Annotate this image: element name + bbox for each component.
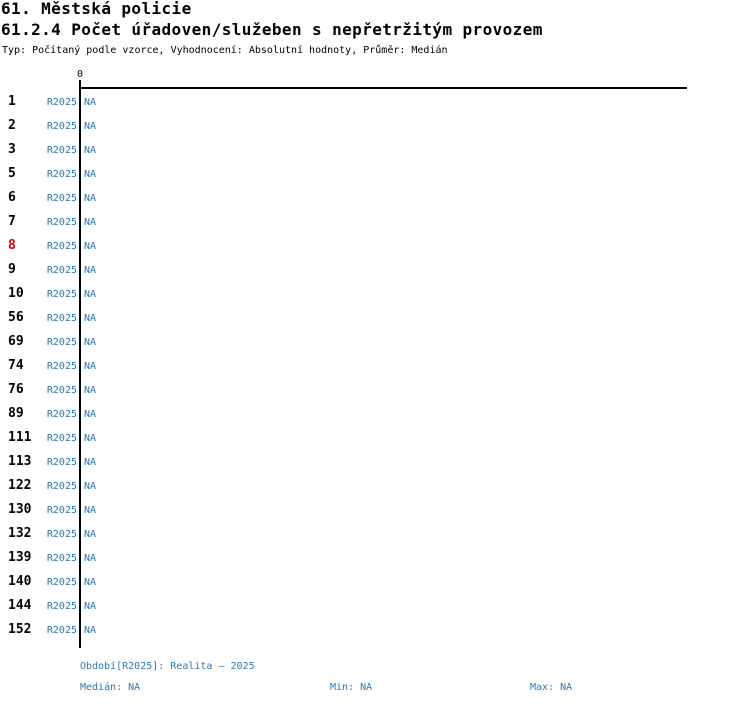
- row-period-link[interactable]: R2025: [46, 385, 77, 396]
- table-row: [0, 143, 750, 156]
- row-value: NA: [84, 313, 97, 324]
- row-period-link[interactable]: R2025: [46, 313, 77, 324]
- median-label: Medián: NA: [80, 682, 141, 693]
- table-row: [0, 215, 750, 228]
- row-value: NA: [84, 169, 97, 180]
- max-label: Max: NA: [530, 682, 573, 693]
- row-value: NA: [84, 121, 97, 132]
- table-row: [0, 503, 750, 516]
- row-value: NA: [84, 601, 97, 612]
- row-value: NA: [84, 625, 97, 636]
- row-number-highlighted: 8: [8, 238, 16, 253]
- row-value: NA: [84, 457, 97, 468]
- row-number: 139: [8, 550, 32, 565]
- row-period-link[interactable]: R2025: [46, 217, 77, 228]
- row-number: 9: [8, 262, 16, 277]
- meta-line: Typ: Počítaný podle vzorce, Vyhodnocení: Absolutní hodnoty, Průměr: Medián: [2, 45, 448, 56]
- indicator-title: 61.2.4 Počet úřadoven/služeben s nepřetržitým provozem: [1, 20, 543, 39]
- row-number: 144: [8, 598, 32, 613]
- row-value: NA: [84, 193, 97, 204]
- row-number: 7: [8, 214, 16, 229]
- table-row: [0, 431, 750, 444]
- table-row: [0, 407, 750, 420]
- row-value: NA: [84, 553, 97, 564]
- table-row: [0, 623, 750, 636]
- row-period-link[interactable]: R2025: [46, 625, 77, 636]
- x-axis-tick-label: 0: [76, 69, 84, 80]
- row-value: NA: [84, 265, 97, 276]
- row-period-link[interactable]: R2025: [46, 505, 77, 516]
- row-period-link[interactable]: R2025: [46, 577, 77, 588]
- row-period-link[interactable]: R2025: [46, 457, 77, 468]
- table-row: [0, 551, 750, 564]
- row-number: 130: [8, 502, 32, 517]
- table-row: [0, 527, 750, 540]
- row-period-link[interactable]: R2025: [46, 193, 77, 204]
- row-number: 10: [8, 286, 24, 301]
- period-label: Období[R2025]: Realita – 2025: [80, 661, 255, 672]
- row-value: NA: [84, 97, 97, 108]
- table-row: [0, 167, 750, 180]
- row-period-link[interactable]: R2025: [46, 241, 77, 252]
- row-value: NA: [84, 145, 97, 156]
- row-period-link[interactable]: R2025: [46, 169, 77, 180]
- row-period-link[interactable]: R2025: [46, 361, 77, 372]
- row-value: NA: [84, 361, 97, 372]
- row-value: NA: [84, 241, 97, 252]
- row-period-link[interactable]: R2025: [46, 529, 77, 540]
- row-period-link[interactable]: R2025: [46, 481, 77, 492]
- row-value: NA: [84, 529, 97, 540]
- table-row: [0, 575, 750, 588]
- table-row: [0, 599, 750, 612]
- row-number: 74: [8, 358, 24, 373]
- min-label: Min: NA: [330, 682, 373, 693]
- row-value: NA: [84, 385, 97, 396]
- table-row: [0, 383, 750, 396]
- table-row: [0, 335, 750, 348]
- row-period-link[interactable]: R2025: [46, 289, 77, 300]
- row-period-link[interactable]: R2025: [46, 265, 77, 276]
- row-number: 140: [8, 574, 32, 589]
- row-period-link[interactable]: R2025: [46, 145, 77, 156]
- row-value: NA: [84, 505, 97, 516]
- row-number: 89: [8, 406, 24, 421]
- row-period-link[interactable]: R2025: [46, 97, 77, 108]
- row-value: NA: [84, 481, 97, 492]
- table-row: [0, 455, 750, 468]
- row-value: NA: [84, 409, 97, 420]
- table-row: [0, 311, 750, 324]
- row-number: 76: [8, 382, 24, 397]
- row-value: NA: [84, 433, 97, 444]
- row-number: 56: [8, 310, 24, 325]
- row-value: NA: [84, 337, 97, 348]
- x-axis-line: [80, 87, 687, 89]
- table-row: [0, 119, 750, 132]
- row-number: 6: [8, 190, 16, 205]
- row-number: 111: [8, 430, 32, 445]
- row-number: 5: [8, 166, 16, 181]
- row-number: 69: [8, 334, 24, 349]
- row-number: 113: [8, 454, 32, 469]
- row-period-link[interactable]: R2025: [46, 601, 77, 612]
- row-number: 132: [8, 526, 32, 541]
- table-row: [0, 191, 750, 204]
- row-value: NA: [84, 217, 97, 228]
- row-period-link[interactable]: R2025: [46, 553, 77, 564]
- table-row: [0, 95, 750, 108]
- row-period-link[interactable]: R2025: [46, 433, 77, 444]
- row-value: NA: [84, 289, 97, 300]
- table-row: [0, 239, 750, 252]
- row-period-link[interactable]: R2025: [46, 409, 77, 420]
- row-period-link[interactable]: R2025: [46, 337, 77, 348]
- row-period-link[interactable]: R2025: [46, 121, 77, 132]
- row-number: 122: [8, 478, 32, 493]
- chapter-title: 61. Městská policie: [1, 0, 192, 18]
- row-number: 152: [8, 622, 32, 637]
- table-row: [0, 287, 750, 300]
- row-number: 1: [8, 94, 16, 109]
- table-row: [0, 263, 750, 276]
- table-row: [0, 359, 750, 372]
- row-value: NA: [84, 577, 97, 588]
- table-row: [0, 479, 750, 492]
- row-number: 2: [8, 118, 16, 133]
- row-number: 3: [8, 142, 16, 157]
